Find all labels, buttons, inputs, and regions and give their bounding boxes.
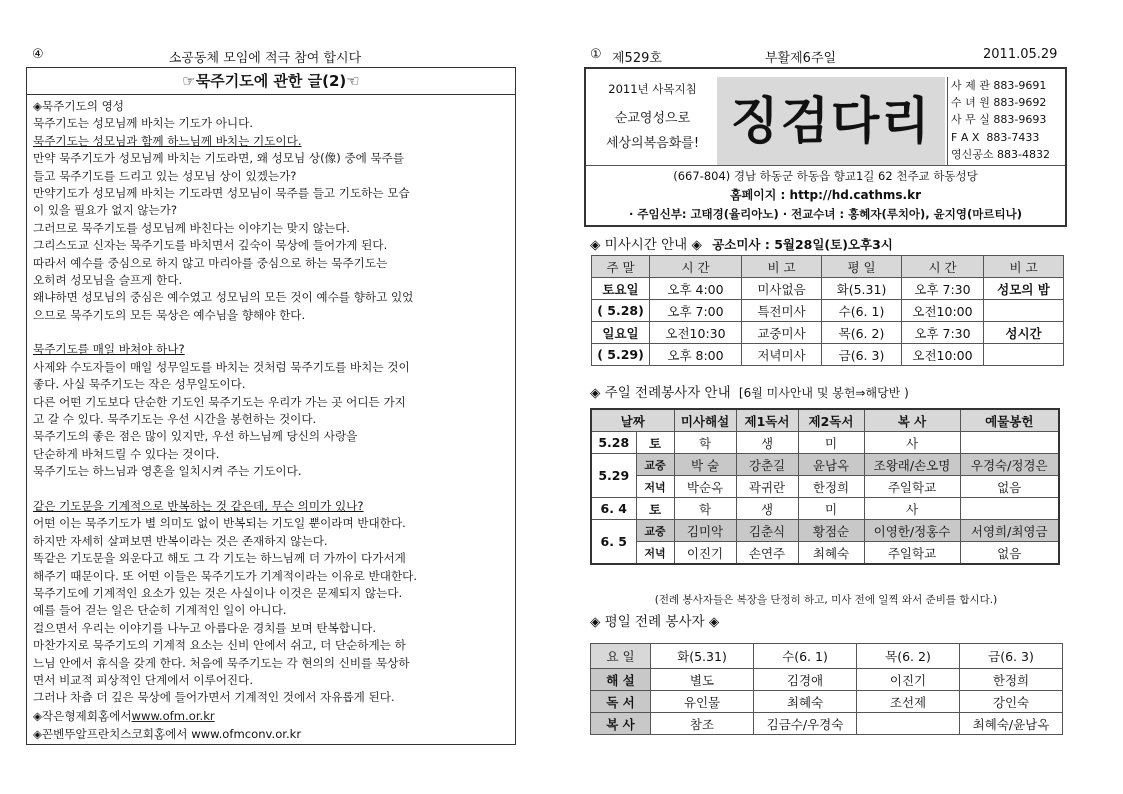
source-1-link[interactable]: www.ofm.or.kr bbox=[131, 709, 215, 723]
sunday-cell: 없음 bbox=[960, 476, 1059, 498]
article-line: 면서 비교적 피상적인 단계에서 이루어진다. bbox=[33, 672, 254, 687]
article-line: 묵주기도는 하느님과 영혼을 일치시켜 주는 기도이다. bbox=[33, 464, 302, 479]
sunday-row bbox=[591, 476, 1059, 498]
weekday-cell: 최혜숙 bbox=[754, 691, 857, 713]
article-line: 같은 기도문을 기계적으로 반복하는 것 같은데, 무슨 의미가 있나? bbox=[33, 498, 364, 513]
sunday-cell: 미 bbox=[798, 498, 864, 520]
mass-cell: 수(6. 1) bbox=[822, 300, 902, 322]
sunday-servers-table bbox=[590, 408, 1060, 565]
sunday-row bbox=[591, 432, 1059, 454]
sunday-servers-heading: ◈ 주일 전례봉사자 안내 bbox=[590, 385, 731, 401]
weekday-cell: 한정희 bbox=[960, 669, 1063, 691]
article-line: 들고 묵주기도를 드리고 있는 성모님 상이 있겠는가? bbox=[33, 168, 297, 183]
weekday-role: 복 사 bbox=[591, 713, 651, 735]
weekday-header: 요 일 bbox=[591, 644, 651, 669]
clergy-line: · 주임신부: 고태경(율리아노) · 전교수녀 : 홍혜자(루치아), 윤지영(마르티나) bbox=[629, 207, 1022, 221]
article-line: 똑같은 기도문을 외운다고 해도 그 각 기도는 하느님께 더 가까이 다가서게 bbox=[33, 551, 406, 566]
article-line: 느님 안에서 휴식을 갖게 한다. 처음에 묵주기도는 각 현의의 신비를 묵상하 bbox=[33, 655, 410, 670]
sunday-cell: 김춘식 bbox=[736, 520, 798, 542]
sunday-row bbox=[591, 454, 1059, 476]
sunday-cell: 최혜숙 bbox=[798, 542, 864, 565]
mass-cell: 오후 7:30 bbox=[902, 278, 984, 300]
sunday-cell: 박 술 bbox=[674, 454, 736, 476]
sunday-cell: 손연주 bbox=[736, 542, 798, 565]
weekday-cell: 최혜숙/윤남옥 bbox=[960, 713, 1063, 735]
weekday-servers-heading: ◈ 평일 전례 봉사자 ◈ bbox=[590, 614, 720, 630]
sunday-cell: 사 bbox=[864, 432, 960, 454]
weekday-cell: 참조 bbox=[651, 713, 754, 735]
sunday-date: 5.28 bbox=[591, 432, 636, 454]
article-line bbox=[33, 324, 511, 341]
sunday-cell: 황점순 bbox=[798, 520, 864, 542]
mass-cell: ( 5.28) bbox=[592, 300, 650, 322]
weekday-cell: 김경애 bbox=[754, 669, 857, 691]
article-line: 마찬가지로 묵주기도의 기계적 요소는 신비 안에서 쉬고, 더 단순하게는 하 bbox=[33, 638, 406, 653]
article-line: 그러므로 묵주기도를 성모님께 바친다는 이야기는 맞지 않는다. bbox=[33, 220, 350, 235]
article-line: 어떤 이는 묵주기도가 별 의미도 없이 반복되는 기도일 뿐이라며 반대한다. bbox=[33, 516, 406, 531]
mass-cell: 저녁미사 bbox=[742, 344, 822, 366]
sunday-cell: 서영희/최영금 bbox=[960, 520, 1059, 542]
sunday-mass-type: 교중 bbox=[636, 520, 674, 542]
article-title: ☞묵주기도에 관한 글(2)☜ bbox=[27, 68, 515, 95]
mass-cell: 오전10:00 bbox=[902, 300, 984, 322]
sunday-header: 예물봉헌 bbox=[960, 409, 1059, 432]
weekday-cell: 강인숙 bbox=[960, 691, 1063, 713]
sunday-cell bbox=[960, 498, 1059, 520]
article-line: 하지만 자세히 살펴보면 반복이라는 것은 존재하지 않는다. bbox=[33, 533, 328, 548]
contact-5: 영신공소 883-4832 bbox=[951, 147, 1050, 161]
weekday-row bbox=[591, 713, 1063, 735]
article-line: 이 있을 필요가 없지 않는가? bbox=[33, 203, 178, 218]
sunday-cell: 주일학교 bbox=[864, 476, 960, 498]
mass-cell: 교중미사 bbox=[742, 322, 822, 344]
sunday-header-row bbox=[591, 409, 1059, 432]
mass-cell: 목(6. 2) bbox=[822, 322, 902, 344]
mass-cell: 오후 7:00 bbox=[650, 300, 742, 322]
sunday-day: 토 bbox=[636, 498, 674, 520]
contact-4: F A X 883-7433 bbox=[951, 130, 1040, 144]
sunday-header: 날짜 bbox=[591, 409, 674, 432]
sunday-servers-header bbox=[590, 381, 909, 401]
contact-1: 사 제 관 883-9691 bbox=[951, 79, 1047, 92]
source-line-2: ◈꼰벤뚜알프란치스코회홈에서 www.ofmconv.or.kr bbox=[33, 727, 302, 741]
sunday-row bbox=[591, 498, 1059, 520]
weekday-header: 수(6. 1) bbox=[754, 644, 857, 669]
sunday-header: 복 사 bbox=[864, 409, 960, 432]
article-line: 왜냐하면 성모님의 중심은 예수였고 성모님의 모든 것이 예수를 향하고 있었 bbox=[33, 290, 414, 305]
sunday-day: 토 bbox=[636, 432, 674, 454]
weekday-cell: 유인물 bbox=[651, 691, 754, 713]
sunday-date: 5.29 bbox=[591, 454, 636, 498]
weekday-cell: 이진기 bbox=[857, 669, 960, 691]
sunday-row bbox=[591, 542, 1059, 565]
mass-cell: 오전10:00 bbox=[902, 344, 984, 366]
article-line: 좋다. 사실 묵주기도는 작은 성무일도이다. bbox=[33, 377, 246, 392]
church-address: (667-804) 경남 하동군 하동읍 향교1길 62 천주교 하동성당 bbox=[586, 165, 1065, 186]
sunday-cell: 김미악 bbox=[674, 520, 736, 542]
mass-row bbox=[592, 278, 1064, 300]
mass-heading: ◈ 미사시간 안내 ◈ bbox=[590, 237, 702, 253]
motto-year: 2011년 사목지침 bbox=[608, 82, 697, 96]
contact-2: 수 녀 원 883-9692 bbox=[951, 96, 1047, 110]
mass-schedule-table bbox=[591, 255, 1064, 366]
mass-cell: 토요일 bbox=[592, 278, 650, 300]
sunday-mass-type: 저녁 bbox=[636, 542, 674, 565]
sunday-header: 제2독서 bbox=[798, 409, 864, 432]
article-line: 오히려 성모님을 슬프게 한다. bbox=[33, 272, 183, 287]
sunday-cell: 미 bbox=[798, 432, 864, 454]
mass-header: 시 간 bbox=[650, 256, 742, 278]
issue-number: 제529호 bbox=[612, 51, 662, 66]
sunday-cell: 조왕래/손오명 bbox=[864, 454, 960, 476]
issue-date: 2011.05.29 bbox=[983, 47, 1058, 62]
logo-panel bbox=[717, 77, 945, 165]
article-line: 그러나 차츰 더 깊은 묵상에 들어가면서 기계적인 것에서 자유롭게 된다. bbox=[33, 690, 395, 705]
mass-section-header bbox=[590, 233, 893, 253]
article-line: 묵주기도는 성모님과 함께 하느님께 바치는 기도이다. bbox=[33, 133, 302, 148]
weekday-role: 해 설 bbox=[591, 669, 651, 691]
mass-cell: 금(6. 3) bbox=[822, 344, 902, 366]
mass-header: 비 고 bbox=[742, 256, 822, 278]
sunday-cell: 학 bbox=[674, 498, 736, 520]
weekday-header-row bbox=[591, 644, 1063, 669]
mass-cell: 일요일 bbox=[592, 322, 650, 344]
article-line: 다른 어떤 기도보다 단순한 기도인 묵주기도는 우리가 가는 곳 어디든 가지 bbox=[33, 394, 406, 409]
article-line: 묵주기도는 성모님께 바치는 기도가 아니다. bbox=[33, 116, 254, 131]
mass-row bbox=[592, 344, 1064, 366]
article-box bbox=[26, 67, 516, 745]
weekday-row bbox=[591, 669, 1063, 691]
contact-3: 사 무 실 883-9693 bbox=[951, 113, 1047, 127]
contacts-panel bbox=[947, 77, 1064, 165]
weekday-header: 금(6. 3) bbox=[960, 644, 1063, 669]
pastoral-motto bbox=[590, 77, 715, 163]
sunday-cell: 생 bbox=[736, 432, 798, 454]
mass-header-row bbox=[592, 256, 1064, 278]
masthead bbox=[584, 67, 1067, 227]
sunday-header: 제1독서 bbox=[736, 409, 798, 432]
mass-row bbox=[592, 322, 1064, 344]
source-1-prefix: ◈작은형제회홈에서 bbox=[33, 709, 132, 723]
weekday-cell bbox=[857, 713, 960, 735]
mass-cell: 미사없음 bbox=[742, 278, 822, 300]
right-page-number: ① bbox=[590, 47, 602, 62]
mass-cell: 성시간 bbox=[984, 322, 1064, 344]
sunday-date: 6. 4 bbox=[591, 498, 636, 520]
article-line: 묵주기도의 좋은 점은 많이 있지만, 우선 하느님께 당신의 사랑을 bbox=[33, 429, 358, 444]
mass-cell: 특전미사 bbox=[742, 300, 822, 322]
mass-cell: 오후 7:30 bbox=[902, 322, 984, 344]
sunday-cell bbox=[960, 432, 1059, 454]
sunday-cell: 생 bbox=[736, 498, 798, 520]
mass-cell: 화(5.31) bbox=[822, 278, 902, 300]
article-line: 사제와 수도자들이 매일 성무일도를 바치는 것처럼 묵주기도를 바치는 것이 bbox=[33, 359, 410, 374]
weekday-role: 독 서 bbox=[591, 691, 651, 713]
sunday-cell: 이진기 bbox=[674, 542, 736, 565]
article-line: 으므로 묵주기도의 모든 묵상은 예수님을 향해야 한다. bbox=[33, 307, 306, 322]
mass-cell: 오후 8:00 bbox=[650, 344, 742, 366]
newsletter-logo: 징검다리 bbox=[730, 91, 932, 150]
weekday-cell: 별도 bbox=[651, 669, 754, 691]
homepage-line bbox=[586, 186, 1065, 204]
weekday-header: 화(5.31) bbox=[651, 644, 754, 669]
article-line: 묵주기도를 매일 바쳐야 하나? bbox=[33, 342, 185, 357]
sunday-cell: 강춘길 bbox=[736, 454, 798, 476]
article-body bbox=[33, 98, 511, 707]
sunday-cell: 한정희 bbox=[798, 476, 864, 498]
sunday-cell: 박순옥 bbox=[674, 476, 736, 498]
mass-cell: 오전10:30 bbox=[650, 322, 742, 344]
sunday-servers-note: [6월 미사안내 및 봉헌⇒해당반 ) bbox=[738, 386, 909, 400]
sunday-date: 6. 5 bbox=[591, 520, 636, 565]
sunday-cell: 없음 bbox=[960, 542, 1059, 565]
mission-mass-note: 공소미사 : 5월28일(토)오후3시 bbox=[712, 237, 893, 252]
sunday-cell: 학 bbox=[674, 432, 736, 454]
mass-cell bbox=[984, 344, 1064, 366]
sunday-cell: 이영한/정홍수 bbox=[864, 520, 960, 542]
article-line: 걸으면서 우리는 이야기를 나누고 아름다운 경치를 보며 탄복합니다. bbox=[33, 620, 377, 635]
mass-cell bbox=[984, 300, 1064, 322]
article-line bbox=[33, 481, 511, 498]
sunday-mass-type: 교중 bbox=[636, 454, 674, 476]
article-line: 고 갈 수 있다. 묵주기도는 우선 시간을 봉헌하는 것이다. bbox=[33, 412, 317, 427]
article-line: 만약 묵주기도가 성모님께 바치는 기도라면, 왜 성모님 상(像) 중에 묵주를 bbox=[33, 151, 405, 166]
article-line: 해주기 때문이다. 또 어떤 이들은 묵주기도가 기계적이라는 이유로 반대한다. bbox=[33, 568, 418, 583]
mass-cell: ( 5.29) bbox=[592, 344, 650, 366]
homepage-url[interactable]: http://hd.cathms.kr bbox=[789, 188, 921, 202]
article-line: 따라서 예수를 중심으로 하지 않고 마리아를 중심으로 하는 묵주기도는 bbox=[33, 255, 388, 270]
article-line: 묵주기도에 기계적인 요소가 있는 것은 사실이나 이것은 문제되지 않는다. bbox=[33, 585, 403, 600]
weekday-row bbox=[591, 691, 1063, 713]
sunday-cell: 주일학교 bbox=[864, 542, 960, 565]
mass-row bbox=[592, 300, 1064, 322]
article-line: 만약기도가 성모님께 바치는 기도라면 성모님이 묵주를 들고 기도하는 모습 bbox=[33, 185, 410, 200]
homepage-label: 홈페이지 : bbox=[729, 188, 786, 202]
weekday-cell: 김금수/우경숙 bbox=[754, 713, 857, 735]
sunday-cell: 우경숙/정경은 bbox=[960, 454, 1059, 476]
mass-header: 시 간 bbox=[902, 256, 984, 278]
mass-header: 비 고 bbox=[984, 256, 1064, 278]
servers-footnote: (전례 봉사자들은 복장을 단정히 하고, 미사 전에 일찍 와서 준비를 합시다.) bbox=[654, 594, 998, 606]
left-page-number: ④ bbox=[32, 47, 44, 62]
motto-line-2: 세상의복음화를! bbox=[605, 136, 700, 151]
sunday-row bbox=[591, 520, 1059, 542]
mass-cell: 성모의 밤 bbox=[984, 278, 1064, 300]
mass-cell: 오후 4:00 bbox=[650, 278, 742, 300]
sunday-cell: 윤남옥 bbox=[798, 454, 864, 476]
sunday-mass-type: 저녁 bbox=[636, 476, 674, 498]
liturgical-sunday: 부활제6주일 bbox=[765, 51, 837, 66]
sunday-cell: 곽귀란 bbox=[736, 476, 798, 498]
weekday-servers-table bbox=[590, 643, 1063, 735]
left-slogan: 소공동체 모임에 적극 참여 합시다 bbox=[168, 51, 362, 66]
article-line: 단순하게 바쳐드릴 수 있다는 것이다. bbox=[33, 446, 220, 461]
article-line: 예를 들어 걷는 일은 단순히 기계적인 일이 아니다. bbox=[33, 603, 287, 618]
mass-header: 평 일 bbox=[822, 256, 902, 278]
article-line: ◈묵주기도의 영성 bbox=[33, 99, 124, 113]
mass-header: 주 말 bbox=[592, 256, 650, 278]
motto-line-1: 순교영성으로 bbox=[614, 111, 691, 126]
weekday-header: 목(6. 2) bbox=[857, 644, 960, 669]
sunday-cell: 사 bbox=[864, 498, 960, 520]
weekday-cell: 조선제 bbox=[857, 691, 960, 713]
source-line-1 bbox=[33, 708, 215, 724]
sunday-header: 미사해설 bbox=[674, 409, 736, 432]
article-line: 그리스도교 신자는 묵주기도를 바치면서 깊숙이 묵상에 들어가게 된다. bbox=[33, 238, 388, 253]
